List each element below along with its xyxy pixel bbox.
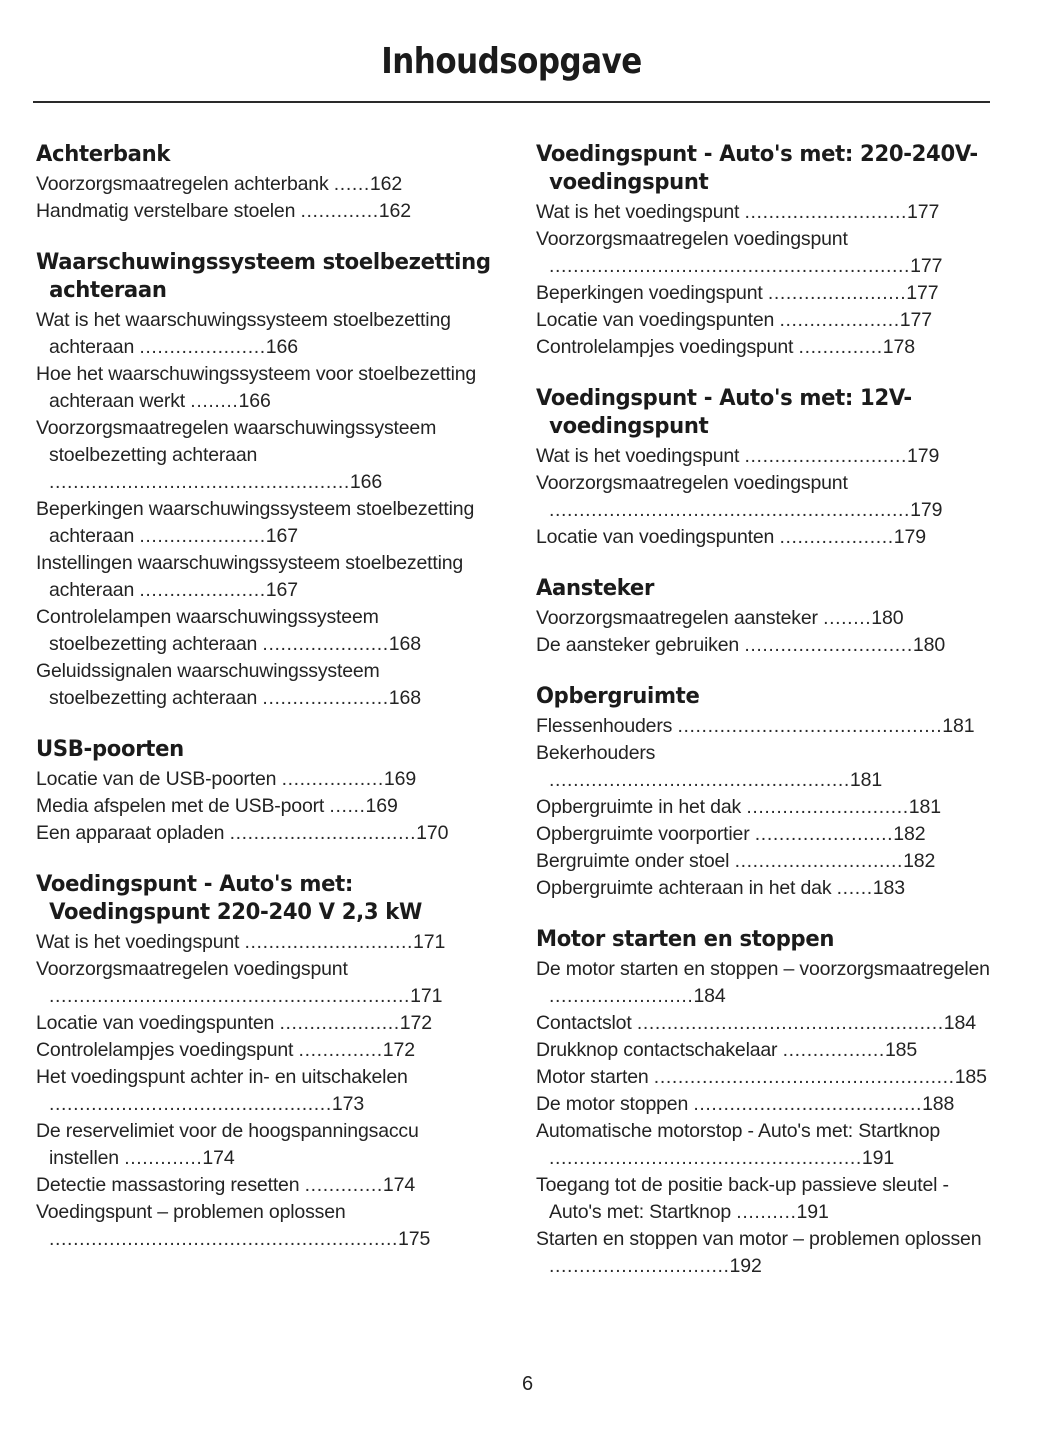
toc-entry[interactable]	[36, 1199, 492, 1253]
toc-entry-title: Voorzorgsmaatregelen waarschuwingssysteem stoelbezetting achteraan	[36, 417, 437, 466]
toc-entry-title: Hoe het waarschuwingssysteem voor stoelbezetting achteraan werkt	[36, 363, 477, 412]
toc-entry-page: 182	[893, 823, 926, 845]
toc-entry-page: 172	[382, 1039, 416, 1061]
toc-section-heading: USB-poorten	[36, 736, 184, 762]
toc-entry-list	[536, 443, 992, 551]
toc-section-heading: Opbergruimte	[536, 683, 700, 709]
toc-entry[interactable]	[36, 766, 492, 793]
toc-entry-title: Handmatig verstelbare stoelen	[36, 200, 296, 222]
toc-dot-leader: .....................	[139, 525, 266, 547]
toc-entry-title: Geluidssignalen waarschuwingssysteem stoelbezetting achteraan	[36, 660, 380, 709]
toc-entry-page: 175	[398, 1228, 431, 1250]
toc-dot-leader: ...................	[779, 526, 894, 548]
toc-entry[interactable]	[536, 1118, 992, 1172]
toc-dot-leader: ...........................	[744, 201, 907, 223]
toc-entry-title: Voorzorgsmaatregelen voedingspunt	[536, 228, 848, 250]
toc-entry-page: 184	[693, 985, 726, 1007]
toc-entry-page: 180	[912, 634, 946, 656]
toc-entry-page: 181	[849, 769, 883, 791]
toc-dot-leader: .......................	[754, 823, 894, 845]
toc-entry[interactable]	[36, 793, 492, 820]
toc-entry-title: Voorzorgsmaatregelen aansteker	[536, 607, 818, 629]
toc-dot-leader: ...........................	[746, 796, 909, 818]
toc-entry-title: Bekerhouders	[536, 742, 656, 764]
toc-entry-page: 191	[796, 1201, 829, 1223]
toc-dot-leader: ......................................	[693, 1093, 923, 1115]
toc-entry[interactable]	[36, 1064, 492, 1118]
toc-section	[536, 925, 992, 1280]
toc-entry-page: 162	[369, 173, 403, 195]
toc-dot-leader: ..............	[798, 336, 883, 358]
toc-dot-leader: .....................	[262, 687, 389, 709]
toc-section-heading: Motor starten en stoppen	[536, 926, 835, 952]
toc-dot-leader: .....................	[139, 336, 266, 358]
toc-entry-title: Bergruimte onder stoel	[536, 850, 730, 872]
toc-entry[interactable]	[536, 1172, 992, 1226]
toc-entry[interactable]	[36, 361, 492, 415]
toc-entry[interactable]	[536, 956, 992, 1010]
toc-dot-leader: ............................................................	[549, 255, 911, 277]
toc-entry-title: Flessenhouders	[536, 715, 673, 737]
toc-entry[interactable]	[536, 740, 992, 794]
toc-entry[interactable]	[36, 550, 492, 604]
toc-section-heading: Achterbank	[36, 141, 171, 167]
toc-entry-page: 179	[893, 526, 927, 548]
toc-dot-leader: .............	[304, 1174, 383, 1196]
toc-columns	[0, 140, 1055, 1320]
toc-entry-title: Een apparaat opladen	[36, 822, 225, 844]
toc-section	[536, 140, 992, 361]
toc-entry[interactable]	[536, 226, 992, 280]
toc-entry-title: Starten en stoppen van motor – problemen oplossen	[536, 1228, 982, 1250]
toc-entry-page: 192	[729, 1255, 762, 1277]
toc-entry-title: Media afspelen met de USB-poort	[36, 795, 325, 817]
toc-dot-leader: ............................	[734, 850, 904, 872]
toc-entry[interactable]	[36, 415, 492, 496]
toc-entry-page: 167	[265, 579, 298, 601]
toc-entry-title: Automatische motorstop - Auto's met: Startknop	[536, 1120, 941, 1142]
toc-entry-page: 162	[378, 200, 411, 222]
toc-entry[interactable]	[36, 171, 492, 198]
toc-entry-list	[536, 956, 992, 1280]
toc-dot-leader: ...............................	[229, 822, 417, 844]
toc-entry-page: 167	[265, 525, 298, 547]
toc-dot-leader: ....................................................	[549, 1147, 862, 1169]
toc-entry-list	[536, 199, 992, 361]
toc-entry-title: Voorzorgsmaatregelen voedingspunt	[536, 472, 848, 494]
toc-entry[interactable]	[36, 496, 492, 550]
toc-dot-leader: ............................................................	[49, 985, 411, 1007]
toc-entry-list	[536, 713, 992, 902]
toc-entry[interactable]	[536, 524, 992, 551]
toc-entry[interactable]	[536, 821, 992, 848]
toc-entry-list	[36, 766, 492, 847]
toc-column-left	[36, 140, 492, 1253]
toc-entry-page: 181	[908, 796, 942, 818]
toc-entry[interactable]	[536, 307, 992, 334]
toc-dot-leader: ..........................................................	[49, 1228, 399, 1250]
toc-section	[36, 870, 492, 1253]
toc-entry[interactable]	[36, 929, 492, 956]
toc-entry-page: 178	[882, 336, 916, 358]
toc-entry-page: 177	[910, 255, 943, 277]
toc-dot-leader: .....................	[139, 579, 266, 601]
toc-entry-title: Controlelampjes voedingspunt	[36, 1039, 294, 1061]
toc-dot-leader: ............................	[744, 634, 913, 656]
toc-entry[interactable]	[536, 470, 992, 524]
toc-entry[interactable]	[36, 1118, 492, 1172]
toc-dot-leader: ..................................................	[49, 471, 350, 493]
toc-entry[interactable]	[536, 1010, 992, 1037]
toc-entry-title: De aansteker gebruiken	[536, 634, 740, 656]
toc-entry-page: 169	[383, 768, 417, 790]
toc-entry-page: 191	[861, 1147, 895, 1169]
toc-dot-leader: ..................................................	[653, 1066, 955, 1088]
toc-entry-page: 166	[265, 336, 298, 358]
toc-entry-page: 188	[922, 1093, 955, 1115]
toc-entry-title: De motor starten en stoppen – voorzorgsmaatregelen	[536, 958, 990, 980]
toc-entry-title: Voedingspunt – problemen oplossen	[36, 1201, 346, 1223]
toc-entry-title: De reservelimiet voor de hoogspanningsaccu instellen	[36, 1120, 419, 1169]
toc-entry-page: 171	[410, 985, 443, 1007]
toc-entry-list	[36, 171, 492, 225]
toc-entry-page: 177	[899, 309, 933, 331]
toc-dot-leader: ....................	[779, 309, 900, 331]
toc-entry[interactable]	[536, 605, 992, 632]
toc-dot-leader: ...............................................	[49, 1093, 332, 1115]
toc-entry[interactable]	[536, 848, 992, 875]
toc-entry[interactable]	[536, 1037, 992, 1064]
toc-entry[interactable]	[536, 794, 992, 821]
toc-section-heading: Voedingspunt - Auto's met: 220-240V-voedingspunt	[536, 141, 978, 195]
toc-entry-title: Contactslot	[536, 1012, 632, 1034]
toc-entry-title: Locatie van de USB-poorten	[36, 768, 277, 790]
toc-dot-leader: ........	[823, 607, 872, 629]
toc-entry-page: 179	[910, 499, 943, 521]
toc-entry[interactable]	[536, 632, 992, 659]
toc-dot-leader: ........	[190, 390, 239, 412]
toc-column-right	[536, 140, 992, 1280]
toc-entry-title: Opbergruimte voorportier	[536, 823, 750, 845]
toc-entry-page: 182	[903, 850, 936, 872]
toc-entry[interactable]	[536, 199, 992, 226]
toc-entry[interactable]	[536, 334, 992, 361]
toc-entry-title: Beperkingen waarschuwingssysteem stoelbezetting achteraan	[36, 498, 475, 547]
toc-dot-leader: ............................................	[677, 715, 943, 737]
toc-dot-leader: ............................................................	[549, 499, 911, 521]
toc-section-heading: Aansteker	[536, 575, 655, 601]
toc-entry-title: Voorzorgsmaatregelen voedingspunt	[36, 958, 348, 980]
page-number: 6	[521, 1373, 534, 1395]
toc-entry[interactable]	[36, 1010, 492, 1037]
toc-dot-leader: ...........................	[744, 445, 907, 467]
toc-entry-list	[536, 605, 992, 659]
toc-entry-title: Beperkingen voedingspunt	[536, 282, 763, 304]
toc-section	[536, 384, 992, 551]
header-divider	[33, 101, 990, 103]
toc-entry-page: 180	[871, 607, 904, 629]
toc-entry-page: 184	[943, 1012, 976, 1034]
toc-section-heading: Voedingspunt - Auto's met: Voedingspunt 220-240 V 2,3 kW	[36, 871, 423, 925]
toc-entry-page: 166	[349, 471, 383, 493]
toc-entry[interactable]	[36, 956, 492, 1010]
toc-section-heading: Waarschuwingssysteem stoelbezetting achteraan	[36, 249, 491, 303]
toc-entry[interactable]	[536, 1226, 992, 1280]
toc-dot-leader: ..............	[298, 1039, 383, 1061]
toc-entry-title: Wat is het voedingspunt	[536, 445, 740, 467]
toc-entry[interactable]	[536, 713, 992, 740]
toc-dot-leader: .....................	[262, 633, 389, 655]
toc-entry-title: De motor stoppen	[536, 1093, 689, 1115]
toc-entry-page: 172	[399, 1012, 433, 1034]
toc-dot-leader: ............................	[244, 931, 414, 953]
toc-entry-page: 173	[331, 1093, 365, 1115]
toc-entry-page: 169	[365, 795, 398, 817]
toc-entry-page: 185	[884, 1039, 918, 1061]
toc-entry[interactable]	[36, 198, 492, 225]
toc-section	[36, 735, 492, 847]
toc-dot-leader: .............	[124, 1147, 203, 1169]
page-header	[33, 40, 990, 84]
toc-dot-leader: ..............................	[549, 1255, 730, 1277]
toc-dot-leader: .............	[300, 200, 379, 222]
toc-entry-page: 181	[942, 715, 975, 737]
toc-entry-title: Detectie massastoring resetten	[36, 1174, 300, 1196]
toc-entry-list	[36, 307, 492, 712]
toc-entry-title: Wat is het voedingspunt	[36, 931, 240, 953]
toc-entry-page: 183	[872, 877, 906, 899]
toc-section	[36, 248, 492, 712]
toc-entry[interactable]	[36, 307, 492, 361]
toc-entry[interactable]	[36, 820, 492, 847]
toc-entry[interactable]	[536, 280, 992, 307]
toc-entry[interactable]	[36, 1037, 492, 1064]
toc-entry[interactable]	[536, 1091, 992, 1118]
toc-entry-page: 177	[907, 201, 940, 223]
toc-entry-page: 170	[416, 822, 449, 844]
toc-dot-leader: .......................	[767, 282, 907, 304]
toc-entry-page: 171	[413, 931, 446, 953]
toc-entry-title: Voorzorgsmaatregelen achterbank	[36, 173, 329, 195]
toc-dot-leader: ...................................................	[636, 1012, 944, 1034]
toc-dot-leader: ....................	[279, 1012, 400, 1034]
toc-entry-page: 177	[906, 282, 939, 304]
toc-entry-title: Drukknop contactschakelaar	[536, 1039, 778, 1061]
toc-dot-leader: .................	[782, 1039, 885, 1061]
toc-entry-title: Controlelampjes voedingspunt	[536, 336, 794, 358]
toc-entry-page: 174	[202, 1147, 235, 1169]
toc-entry-page: 179	[907, 445, 940, 467]
toc-dot-leader: ........................	[549, 985, 694, 1007]
toc-entry-title: Locatie van voedingspunten	[536, 526, 775, 548]
toc-entry[interactable]	[536, 1064, 992, 1091]
toc-entry-title: Motor starten	[536, 1066, 649, 1088]
toc-entry-page: 168	[388, 687, 422, 709]
toc-entry-title: Locatie van voedingspunten	[536, 309, 775, 331]
toc-entry-title: Opbergruimte in het dak	[536, 796, 742, 818]
toc-entry-page: 168	[388, 633, 422, 655]
toc-entry[interactable]	[36, 604, 492, 658]
toc-entry-title: Wat is het voedingspunt	[536, 201, 740, 223]
toc-entry-page: 166	[238, 390, 271, 412]
toc-entry[interactable]	[536, 875, 992, 902]
toc-section-heading: Voedingspunt - Auto's met: 12V-voedingspunt	[536, 385, 912, 439]
toc-entry-title: Opbergruimte achteraan in het dak	[536, 877, 832, 899]
toc-dot-leader: ..................................................	[549, 769, 850, 791]
toc-section	[536, 574, 992, 659]
toc-entry-title: Controlelampen waarschuwingssysteem stoelbezetting achteraan	[36, 606, 379, 655]
page-title: Inhoudsopgave	[381, 41, 642, 82]
toc-dot-leader: ......	[836, 877, 873, 899]
toc-dot-leader: ......	[333, 173, 370, 195]
toc-dot-leader: ......	[329, 795, 366, 817]
toc-dot-leader: .................	[281, 768, 384, 790]
toc-entry-title: Locatie van voedingspunten	[36, 1012, 275, 1034]
toc-entry[interactable]	[536, 443, 992, 470]
toc-entry-title: Wat is het waarschuwingssysteem stoelbezetting achteraan	[36, 309, 451, 358]
toc-entry-page: 174	[382, 1174, 416, 1196]
toc-entry-title: Toegang tot de positie back-up passieve sleutel - Auto's met: Startknop	[536, 1174, 949, 1223]
toc-section	[536, 682, 992, 902]
toc-section	[36, 140, 492, 225]
toc-entry-title: Het voedingspunt achter in- en uitschakelen	[36, 1066, 408, 1088]
toc-dot-leader: ..........	[736, 1201, 797, 1223]
toc-entry-title: Instellingen waarschuwingssysteem stoelbezetting achteraan	[36, 552, 464, 601]
toc-entry-list	[36, 929, 492, 1253]
toc-entry[interactable]	[36, 658, 492, 712]
toc-entry-page: 185	[954, 1066, 987, 1088]
toc-entry[interactable]	[36, 1172, 492, 1199]
